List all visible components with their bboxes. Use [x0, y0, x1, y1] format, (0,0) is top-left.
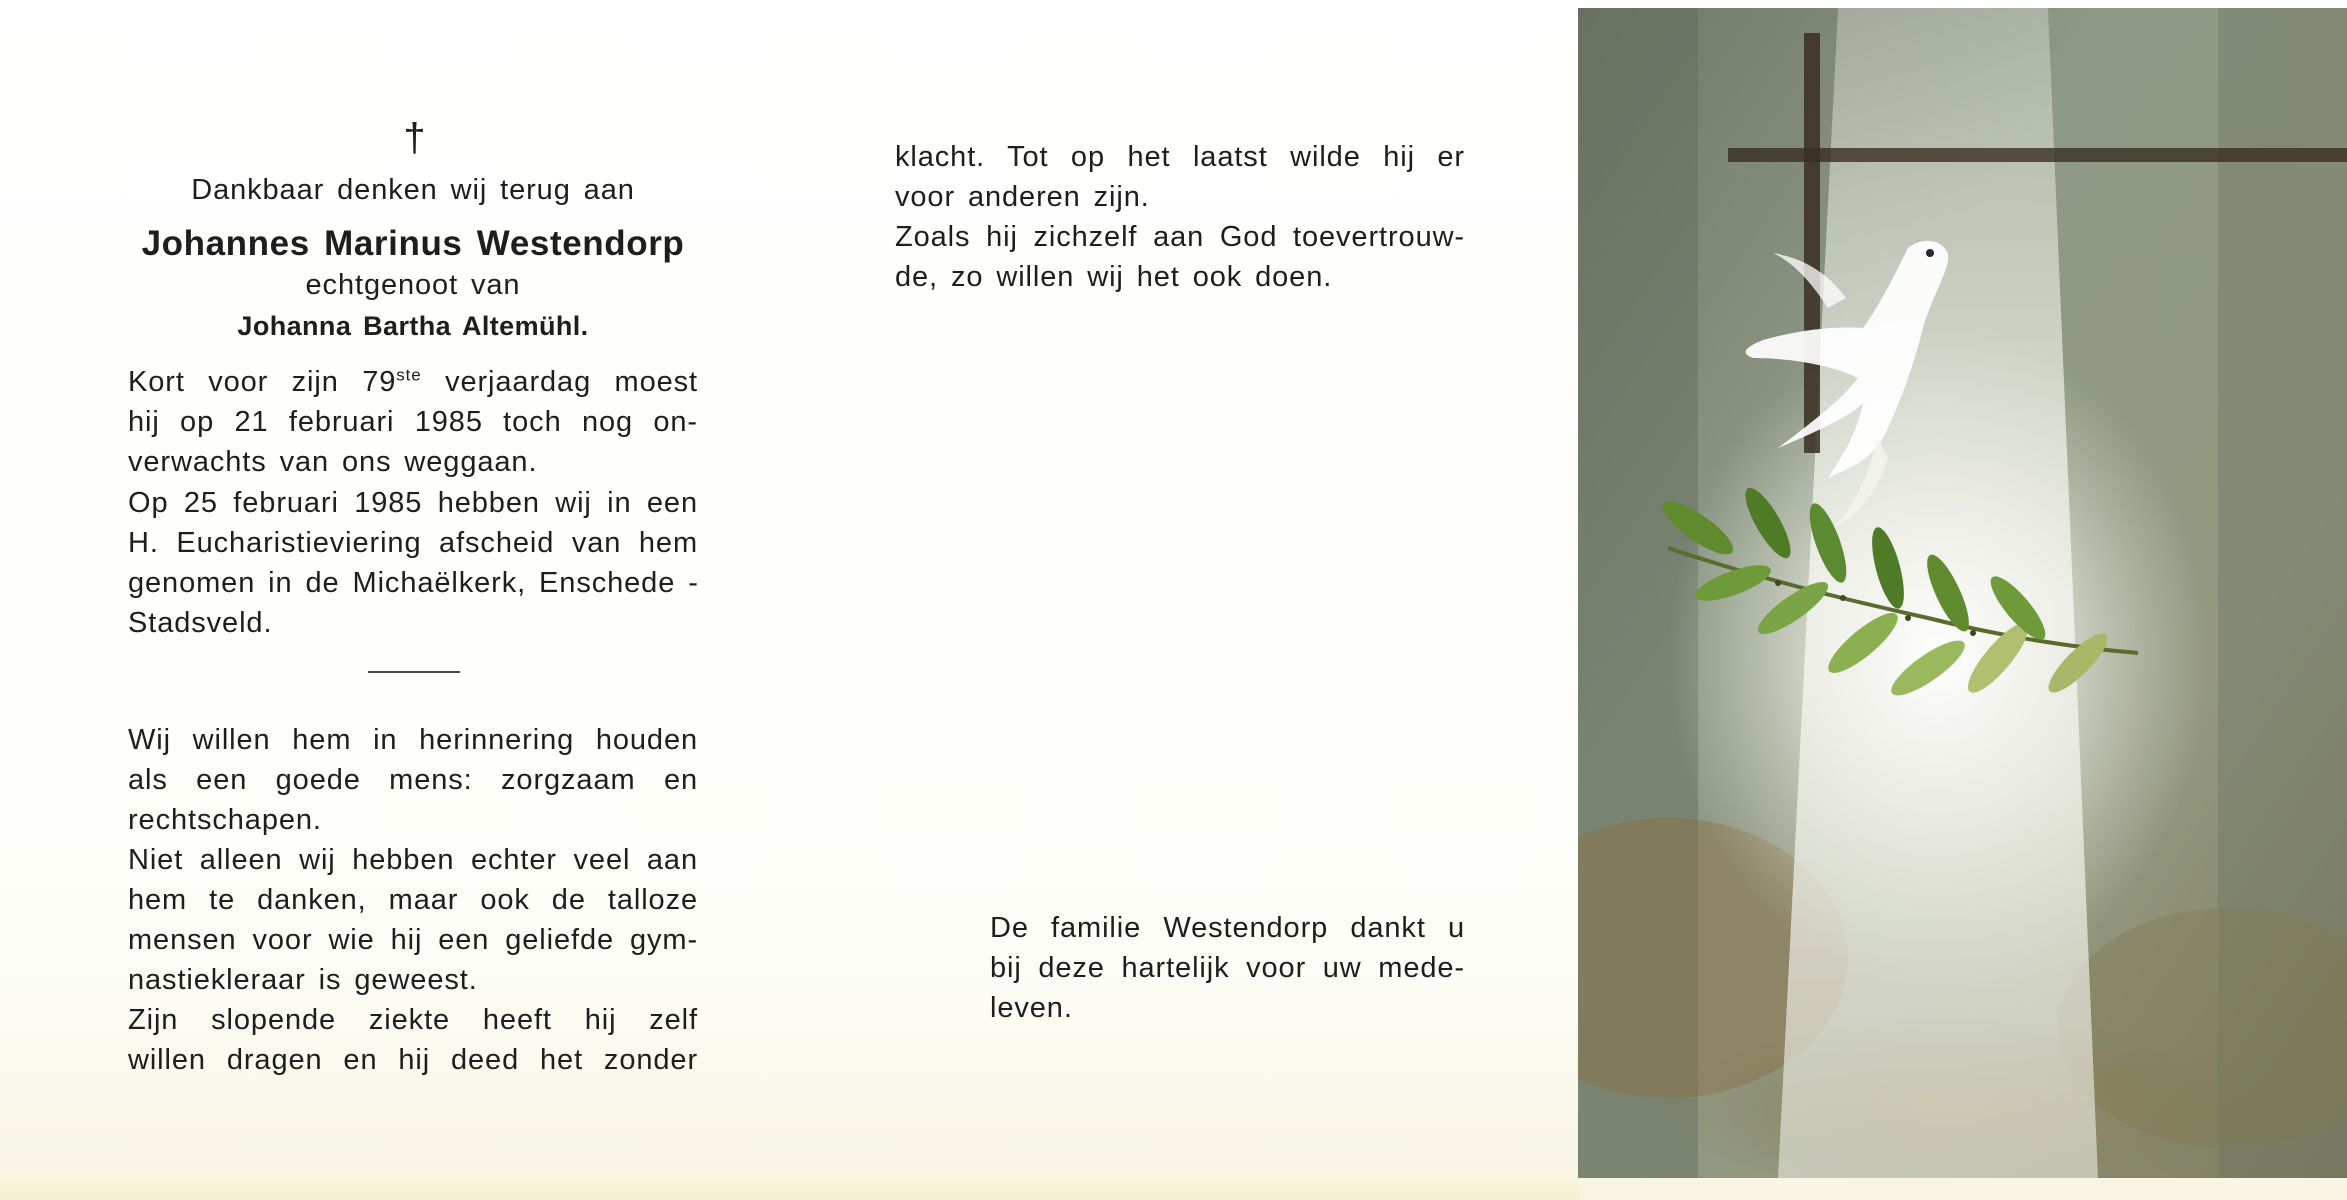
spouse-name: Johanna Bartha Altemühl. [237, 311, 589, 341]
paragraph-3-line: voor anderen zijn. [895, 181, 1150, 213]
paragraph-2-line: rechtschapen. [128, 804, 322, 836]
paragraph-2-line: als een goede mens: zorgzaam en [128, 764, 698, 796]
paragraph-1-line: H. Eucharistieviering afscheid van hem [128, 527, 698, 559]
intro-line: Dankbaar denken wij terug aan [191, 174, 635, 206]
artwork-painting [1578, 8, 2347, 1178]
divider-rule [368, 671, 460, 673]
paragraph-2-line: nastiekleraar is geweest. [128, 964, 478, 996]
card-bottom-edge [0, 1170, 1580, 1200]
deceased-name: Johannes Marinus Westendorp [141, 224, 685, 263]
paragraph-2-line: willen dragen en hij deed het zonder [128, 1044, 698, 1076]
family-thanks-line: De familie Westendorp dankt u [990, 912, 1465, 944]
paragraph-2-line: mensen voor wie hij een geliefde gym- [128, 924, 698, 956]
paragraph-2-line: hem te danken, maar ook de talloze [128, 884, 698, 916]
paragraph-1-line: genomen in de Michaëlkerk, Enschede - [128, 567, 699, 599]
cross-symbol: † [403, 116, 427, 160]
family-thanks-line: bij deze hartelijk voor uw mede- [990, 952, 1465, 984]
paragraph-1-line: Stadsveld. [128, 607, 273, 639]
paragraph-3-line: de, zo willen wij het ook doen. [895, 261, 1333, 293]
paragraph-1-line: hij op 21 februari 1985 toch nog on- [128, 406, 698, 438]
family-thanks-line: leven. [990, 992, 1073, 1024]
paragraph-1-line: verwachts van ons weggaan. [128, 446, 538, 478]
paragraph-3-line: klacht. Tot op het laatst wilde hij er [895, 141, 1465, 173]
relation-line: echtgenoot van [305, 269, 521, 301]
paragraph-3-line: Zoals hij zichzelf aan God toevertrouw- [895, 221, 1465, 253]
paragraph-2-line: Wij willen hem in herinnering houden [128, 724, 698, 756]
paragraph-2-line: Niet alleen wij hebben echter veel aan [128, 844, 698, 876]
paragraph-2-line: Zijn slopende ziekte heeft hij zelf [128, 1004, 698, 1036]
paragraph-1-line: Kort voor zijn 79ste verjaardag moest [128, 365, 698, 398]
memorial-artwork [1578, 8, 2347, 1178]
paragraph-1-line: Op 25 februari 1985 hebben wij in een [128, 487, 698, 519]
